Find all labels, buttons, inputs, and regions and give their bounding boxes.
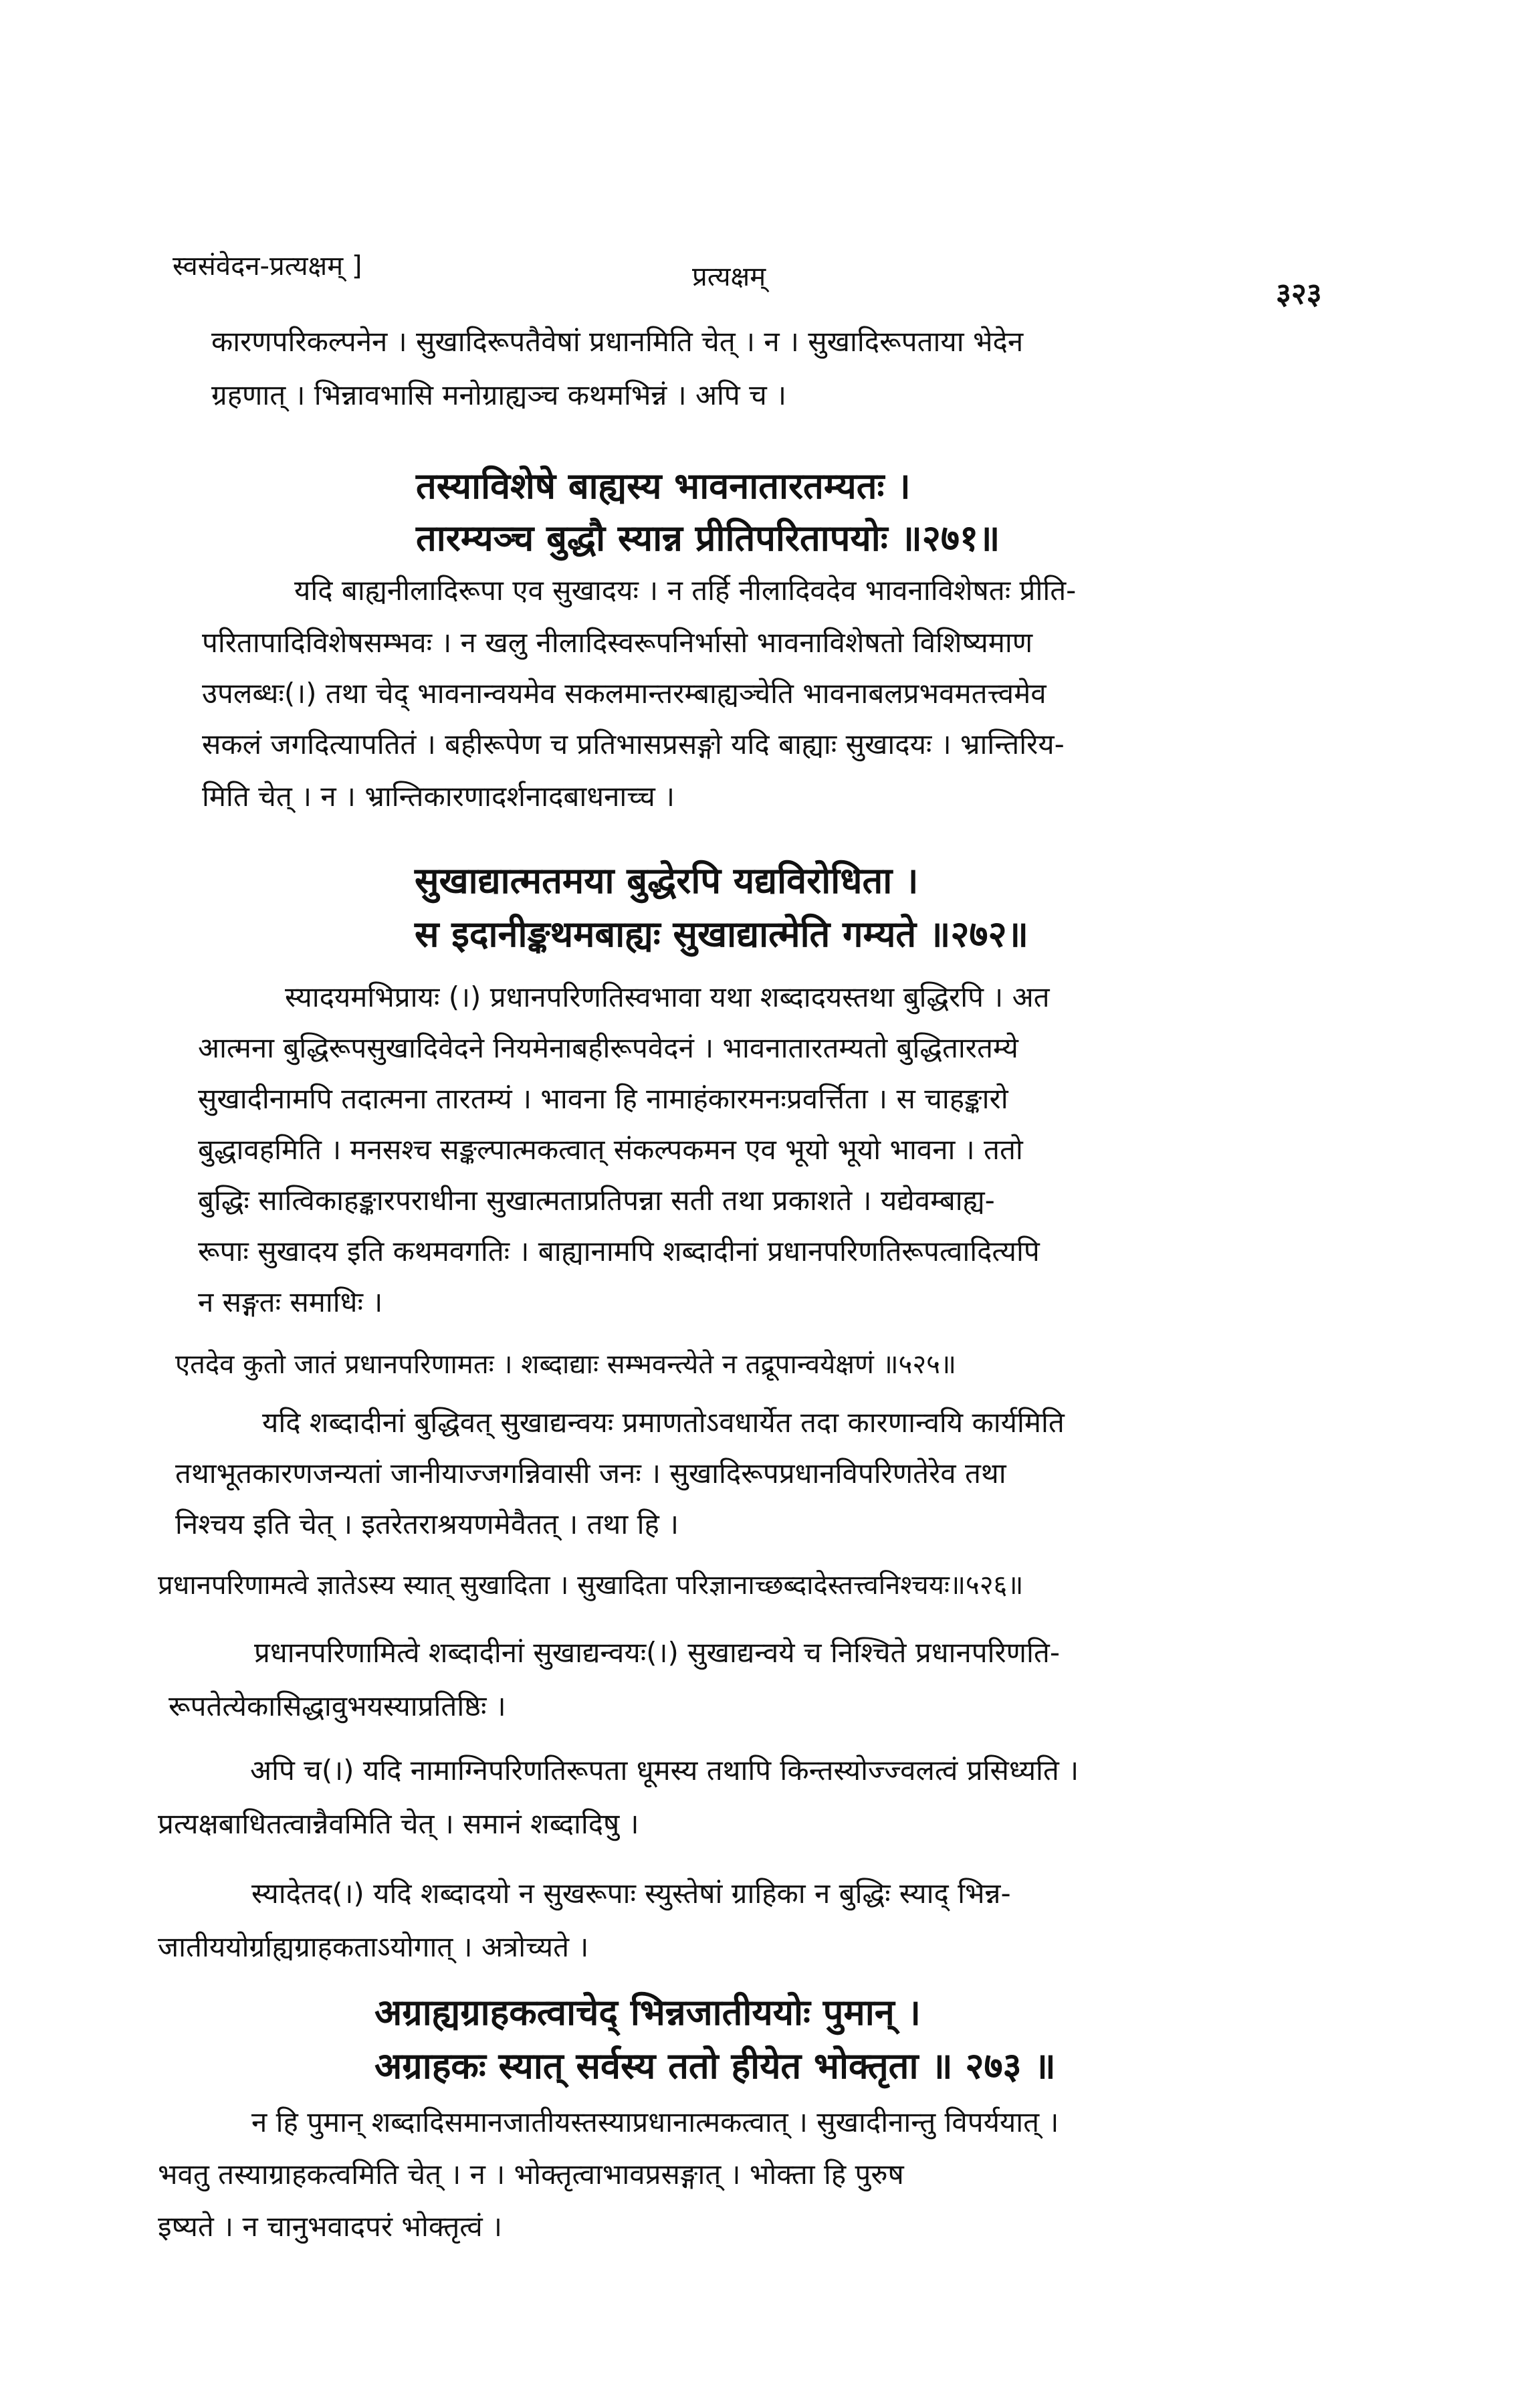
verse-line: स इदानीङ्कथमबाह्यः सुखाद्यात्मेति गम्यते ॥२७२॥ [415, 913, 1028, 955]
text-line: सकलं जगदित्यापतितं । बहीरूपेण च प्रतिभासप्रसङ्गो यदि बाह्याः सुखादयः । भ्रान्तिरिय- [202, 728, 1065, 761]
text-line: अपि च(।) यदि नामाग्निपरिणतिरूपता धूमस्य तथापि किन्तस्योज्ज्वलत्वं प्रसिध्यति । [250, 1754, 1079, 1787]
text-line: बुद्धावहमिति । मनसश्च सङ्कल्पात्मकत्वात् संकल्पकमन एव भूयो भूयो भावना । ततो [198, 1133, 1023, 1166]
text-line: कारणपरिकल्पनेन । सुखादिरूपतैवेषां प्रधानमिति चेत् । न । सुखादिरूपताया भेदेन [211, 325, 1024, 358]
text-line: न हि पुमान् शब्दादिसमानजातीयस्तस्याप्रधानात्मकत्वात् । सुखादीनान्तु विपर्ययात् । [251, 2106, 1059, 2138]
verse-line: सुखाद्यात्मतमया बुद्धेरपि यद्यविरोधिता । [415, 860, 919, 902]
verse-line: तारम्यञ्च बुद्धौ स्यान्न प्रीतिपरितापयोः ॥२७१॥ [416, 517, 1000, 559]
text-line: सुखादीनामपि तदात्मना तारतम्यं । भावना हि नामाहंकारमनःप्रवर्त्तिता । स चाहङ्कारो [198, 1082, 1008, 1115]
page-number: ३२३ [1276, 277, 1322, 311]
text-line: ग्रहणात् । भिन्नावभासि मनोग्राह्यञ्च कथमभिन्नं । अपि च । [211, 379, 787, 411]
verse-line: एतदेव कुतो जातं प्रधानपरिणामतः । शब्दाद्याः सम्भवन्त्येते न तद्रूपान्वयेक्षणं ॥५२५॥ [175, 1349, 956, 1380]
text-line: रूपतेत्येकासिद्धावुभयस्याप्रतिष्ठिः । [169, 1690, 506, 1722]
text-line: मिति चेत् । न । भ्रान्तिकारणादर्शनादबाधनाच्च । [202, 780, 675, 813]
text-line: स्यादयमभिप्रायः (।) प्रधानपरिणतिस्वभावा यथा शब्दादयस्तथा बुद्धिरपि । अत [285, 981, 1050, 1013]
text-line: स्यादेतद(।) यदि शब्दादयो न सुखरूपाः स्युस्तेषां ग्राहिका न बुद्धिः स्याद् भिन्न- [251, 1877, 1011, 1910]
verse-line: प्रधानपरिणामत्वे ज्ञातेऽस्य स्यात् सुखादिता । सुखादिता परिज्ञानाच्छब्दादेस्तत्त्वनिश्चयः॥५२६॥ [158, 1570, 1024, 1601]
running-header-center: प्रत्यक्षम् [692, 262, 766, 292]
text-line: प्रत्यक्षबाधितत्वान्नैवमिति चेत् । समानं शब्दादिषु । [158, 1807, 639, 1840]
text-line: निश्चय इति चेत् । इतरेतराश्रयणमेवैतत् । तथा हि । [175, 1508, 679, 1540]
text-line: यदि बाह्यनीलादिरूपा एव सुखादयः । न तर्हि नीलादिवदेव भावनाविशेषतः प्रीति- [294, 574, 1077, 607]
text-line: उपलब्धः(।) तथा चेद् भावनान्वयमेव सकलमान्तरम्बाह्यञ्चेति भावनाबलप्रभवमतत्त्वमेव [202, 677, 1047, 710]
verse-line: अग्राह्यग्राहकत्वाचेद् भिन्नजातीययोः पुमान् । [374, 1991, 921, 2033]
text-line: न सङ्गतः समाधिः । [198, 1286, 383, 1318]
verse-line: अग्राहकः स्यात् सर्वस्य ततो हीयेत भोक्तृता ॥ २७३ ॥ [374, 2045, 1056, 2087]
text-line: जातीययोर्ग्राह्यग्राहकताऽयोगात् । अत्रोच्यते । [158, 1930, 589, 1963]
text-line: भवतु तस्याग्राहकत्वमिति चेत् । न । भोक्तृत्वाभावप्रसङ्गात् । भोक्ता हि पुरुष [158, 2158, 904, 2191]
text-line: परितापादिविशेषसम्भवः । न खलु नीलादिस्वरूपनिर्भासो भावनाविशेषतो विशिष्यमाण [202, 626, 1033, 659]
text-line: बुद्धिः सात्विकाहङ्कारपराधीना सुखात्मताप्रतिपन्ना सती तथा प्रकाशते । यद्येवम्बाह्य- [198, 1184, 995, 1217]
verse-line: तस्याविशेषे बाह्यस्य भावनातारतम्यतः । [416, 465, 911, 507]
text-line: इष्यते । न चानुभवादपरं भोक्तृत्वं । [158, 2210, 503, 2243]
running-header-left: स्वसंवेदन-प्रत्यक्षम् ] [173, 251, 362, 282]
text-line: आत्मना बुद्धिरूपसुखादिवेदने नियमेनाबहीरूपवेदनं । भावनातारतम्यतो बुद्धितारतम्ये [198, 1031, 1018, 1064]
text-line: प्रधानपरिणामित्वे शब्दादीनां सुखाद्यन्वयः(।) सुखाद्यन्वये च निश्चिते प्रधानपरिणति- [254, 1636, 1060, 1669]
text-line: रूपाः सुखादय इति कथमवगतिः । बाह्यानामपि शब्दादीनां प्रधानपरिणतिरूपत्वादित्यपि [198, 1235, 1040, 1268]
text-line: यदि शब्दादीनां बुद्धिवत् सुखाद्यन्वयः प्रमाणतोऽवधार्येत तदा कारणान्वयि कार्यमिति [262, 1406, 1065, 1439]
text-line: तथाभूतकारणजन्यतां जानीयाज्जगन्निवासी जनः । सुखादिरूपप्रधानविपरिणतेरेव तथा [175, 1457, 1006, 1490]
